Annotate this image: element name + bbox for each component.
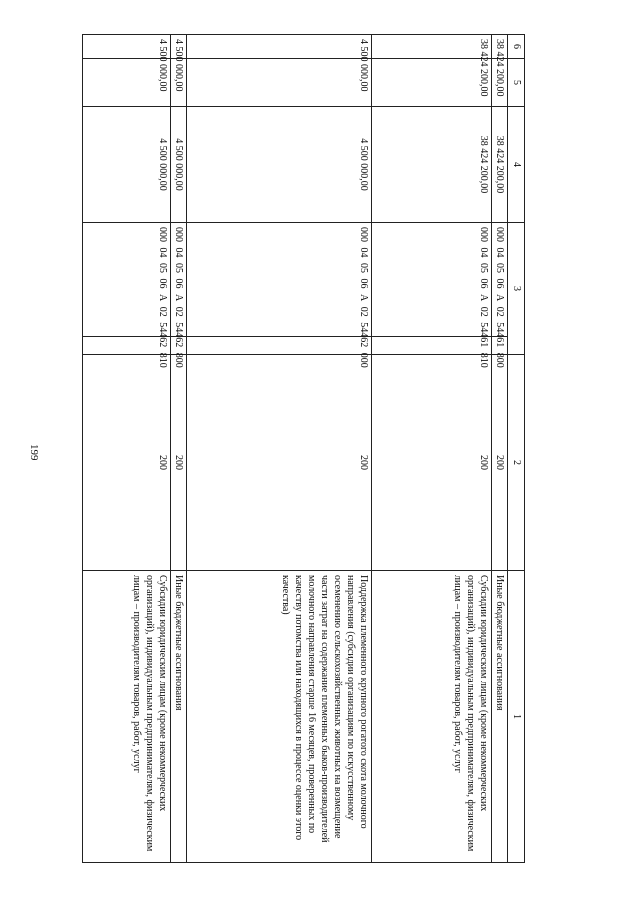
cell-description: Иные бюджетные ассигнования [171, 571, 187, 863]
header-row [508, 35, 525, 863]
cell-budget-code: 000 04 05 06 А 02 54462 810 [83, 223, 171, 337]
cell-amount: 38 424 200,00 [492, 107, 508, 223]
cell-total: 38 424 200,00 [492, 35, 508, 59]
cell-admin-code: 200 [171, 355, 187, 571]
cell-budget-code: 000 04 05 06 А 02 54462 000 [187, 223, 372, 337]
cell-admin-code: 200 [372, 355, 492, 571]
cell-total: 38 424 200,00 [372, 35, 492, 59]
header-col-3: 3 [508, 223, 525, 355]
cell-budget-code: 000 04 05 06 А 02 54461 800 [492, 223, 508, 337]
cell-col5 [372, 59, 492, 107]
table-row [372, 35, 492, 863]
header-col-4: 4 [508, 107, 525, 223]
cell-description: Поддержка племенного крупного рогатого скота молочного направления (субсидии организациям по искусственному осеменению сельскохозяйственных животных на возмещение части затрат на содержание племенных быков-производителей молочного направления старше 16 месяцев, проверенных по качеству потомства или находящихся в процессе оценки этого качества) [187, 571, 372, 863]
cell-description: Субсидии юридическим лицам (кроме некоммерческих организаций), индивидуальным предпринимателям, физическим лицам – производителям товаров, работ, услуг [83, 571, 171, 863]
cell-admin-code: 200 [492, 355, 508, 571]
cell-total: 4 500 000,00 [187, 35, 372, 59]
cell-total: 4 500 000,00 [83, 35, 171, 59]
cell-amount: 4 500 000,00 [171, 107, 187, 223]
cell-amount: 38 424 200,00 [372, 107, 492, 223]
header-col-1: 1 [508, 571, 525, 863]
cell-description: Субсидии юридическим лицам (кроме некоммерческих организаций), индивидуальным предпринимателям, физическим лицам – производителям товаров, работ, услуг [372, 571, 492, 863]
budget-table [82, 34, 525, 863]
header-col-5: 5 [508, 59, 525, 107]
cell-description: Иные бюджетные ассигнования [492, 571, 508, 863]
header-col-6: 6 [508, 35, 525, 59]
cell-total: 4 500 000,00 [171, 35, 187, 59]
cell-extra [187, 337, 372, 355]
cell-amount: 4 500 000,00 [187, 107, 372, 223]
table-row [83, 35, 171, 863]
header-col-2: 2 [508, 355, 525, 571]
cell-col5 [187, 59, 372, 107]
page-number: 199 [28, 444, 40, 461]
cell-admin-code: 200 [187, 355, 372, 571]
cell-amount: 4 500 000,00 [83, 107, 171, 223]
cell-budget-code: 000 04 05 06 А 02 54462 800 [171, 223, 187, 337]
table-row [187, 35, 372, 863]
table-row [492, 35, 508, 863]
table-row [171, 35, 187, 863]
rotated-table-container [85, 34, 525, 862]
cell-admin-code: 200 [83, 355, 171, 571]
cell-budget-code: 000 04 05 06 А 02 54461 810 [372, 223, 492, 337]
cell-extra [372, 337, 492, 355]
